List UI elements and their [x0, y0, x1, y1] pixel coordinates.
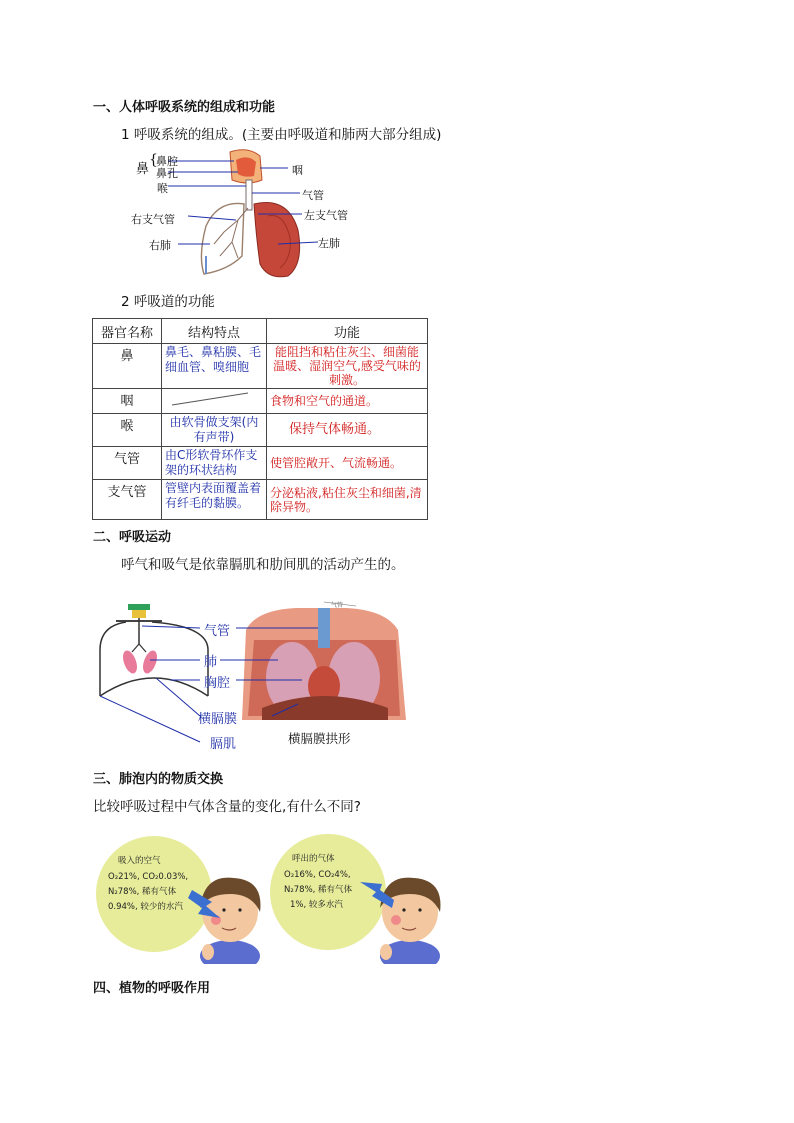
label-qi-guan-2: 气管: [204, 624, 231, 639]
table-row: [93, 389, 428, 414]
table-cell-organ: 气管: [93, 447, 162, 480]
table-cell-organ: 咽: [93, 389, 162, 414]
paragraph-compare: 比较呼吸过程中气体含量的变化,有什么不同?: [93, 799, 361, 815]
label-heng-ge-mo: 横膈膜: [198, 712, 238, 727]
table-header: 功能: [267, 319, 428, 344]
table-cell-structure: 鼻毛、鼻粘膜、毛细血管、嗅细胞: [162, 344, 267, 389]
diagonal-slash: [162, 389, 260, 409]
brace: {: [149, 152, 158, 168]
table-cell-function: 分泌粘液,粘住灰尘和细菌,清除异物。: [267, 480, 428, 520]
label-you-zhi: 右支气管: [131, 213, 175, 226]
breathing-model-diagram: [96, 600, 410, 750]
section-title-4: 四、植物的呼吸作用: [93, 981, 211, 996]
label-fei: 肺: [204, 655, 218, 670]
label-small-qiguan: 气管: [331, 602, 344, 609]
paragraph-composition: 1 呼吸系统的组成。(主要由呼吸道和肺两大部分组成): [121, 127, 442, 143]
table-cell-function: 使管腔敞开、气流畅通。: [267, 447, 428, 480]
airway-function-table: [92, 318, 428, 520]
label-you-fei: 右肺: [149, 239, 171, 252]
table-header-row: [93, 319, 428, 344]
label-bi-kong: 鼻孔: [156, 167, 178, 180]
inhale-line-3: 0.94%, 较少的水汽: [108, 902, 183, 912]
paragraph-breathing: 呼气和吸气是依靠膈肌和肋间肌的活动产生的。: [121, 557, 405, 573]
inhale-line-2: N₂78%, 稀有气体: [108, 887, 177, 897]
table-cell-function: 保持气体畅通。: [267, 414, 428, 447]
table-cell-organ: 喉: [93, 414, 162, 447]
table-cell-structure-empty: [162, 389, 267, 414]
label-qi-guan: 气管: [302, 189, 324, 202]
label-zuo-zhi: 左支气管: [304, 209, 348, 222]
table-row: [93, 414, 428, 447]
table-cell-function: 食物和空气的通道。: [267, 389, 428, 414]
table-cell-structure: 由软骨做支架(内有声带): [162, 414, 267, 447]
label-xiong-qiang: 胸腔: [204, 676, 231, 691]
table-header: 结构特点: [162, 319, 267, 344]
exhale-title: 呼出的气体: [292, 854, 335, 864]
section-title-2: 二、呼吸运动: [93, 530, 172, 545]
label-bi-qiang: 鼻腔: [156, 155, 178, 168]
label-zuo-fei: 左肺: [318, 237, 340, 250]
section-title-1: 一、人体呼吸系统的组成和功能: [93, 100, 276, 115]
label-yan: 咽: [292, 164, 303, 177]
label-bi: 鼻: [136, 162, 150, 177]
paragraph-function: 2 呼吸道的功能: [121, 294, 215, 310]
table-row: [93, 344, 428, 389]
table-header: 器官名称: [93, 319, 162, 344]
caption-heng-ge-mo: 横膈膜拱形: [288, 731, 351, 746]
table-cell-structure: 由C形软骨环作支架的环状结构: [162, 447, 267, 480]
table-cell-organ: 支气管: [93, 480, 162, 520]
table-cell-function: 能阻挡和粘住灰尘、细菌能温暖、湿润空气,感受气味的刺激。: [267, 344, 428, 389]
label-ge-ji: 膈肌: [210, 737, 237, 752]
table-row: [93, 447, 428, 480]
exhale-line-2: N₂78%, 稀有气体: [284, 885, 353, 895]
label-hou: 喉: [157, 182, 168, 195]
inhale-line-1: O₂21%, CO₂0.03%,: [108, 872, 189, 882]
exhale-line-3: 1%, 较多水汽: [290, 900, 343, 910]
section-title-3: 三、肺泡内的物质交换: [93, 772, 224, 787]
table-row: [93, 480, 428, 520]
boy-face-icon: [380, 878, 440, 964]
inhale-title: 吸入的空气: [118, 856, 161, 866]
boy-face-icon: [200, 878, 260, 964]
exhale-line-1: O₂16%, CO₂4%,: [284, 870, 351, 880]
table-cell-organ: 鼻: [93, 344, 162, 389]
table-cell-structure: 管壁内表面覆盖着有纤毛的黏膜。: [162, 480, 267, 520]
